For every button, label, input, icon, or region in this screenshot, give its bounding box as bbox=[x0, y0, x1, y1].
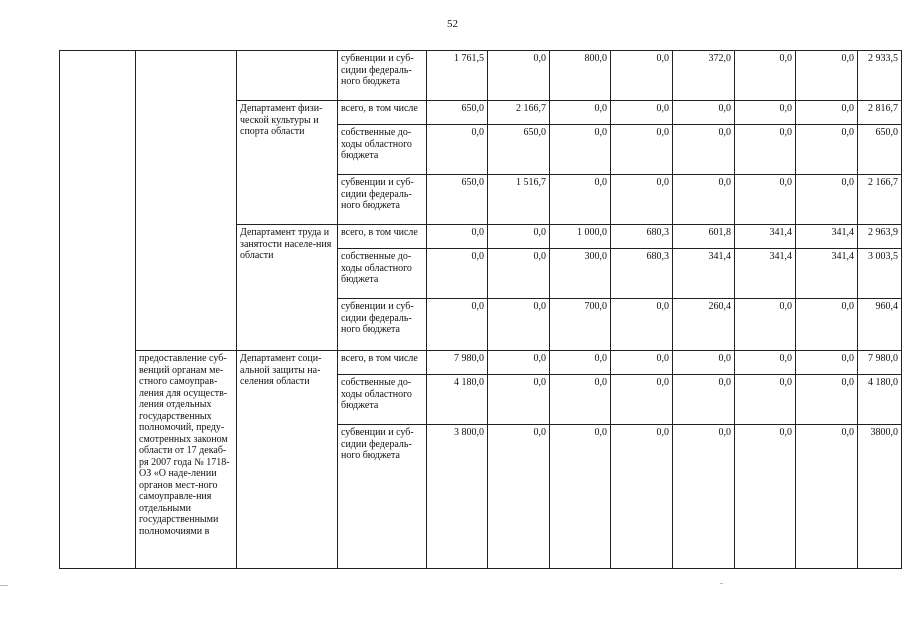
value-cell: 3 003,5 bbox=[858, 249, 902, 299]
value-cell: 0,0 bbox=[673, 425, 735, 569]
value-cell: 4 180,0 bbox=[427, 375, 488, 425]
value-cell: 0,0 bbox=[550, 425, 611, 569]
table-row bbox=[60, 51, 902, 101]
value-cell: 300,0 bbox=[550, 249, 611, 299]
value-cell: 700,0 bbox=[550, 299, 611, 351]
table-row bbox=[60, 351, 902, 375]
value-cell: 341,4 bbox=[735, 249, 796, 299]
value-cell: 0,0 bbox=[796, 351, 858, 375]
value-cell: 0,0 bbox=[735, 425, 796, 569]
value-cell: 650,0 bbox=[427, 101, 488, 125]
value-cell: 0,0 bbox=[488, 249, 550, 299]
row-label: субвенции и суб-сидии федераль-ного бюджета bbox=[338, 425, 427, 569]
value-cell: 0,0 bbox=[550, 351, 611, 375]
budget-table bbox=[59, 50, 902, 569]
page-number: 52 bbox=[447, 18, 458, 30]
value-cell: 0,0 bbox=[796, 51, 858, 101]
value-cell: 0,0 bbox=[673, 125, 735, 175]
value-cell: 3800,0 bbox=[858, 425, 902, 569]
value-cell: 0,0 bbox=[550, 375, 611, 425]
value-cell: 341,4 bbox=[735, 225, 796, 249]
value-cell: 0,0 bbox=[550, 175, 611, 225]
value-cell: 372,0 bbox=[673, 51, 735, 101]
value-cell: 680,3 bbox=[611, 225, 673, 249]
value-cell: 0,0 bbox=[611, 51, 673, 101]
row-label: субвенции и суб-сидии федераль-ного бюджета bbox=[338, 51, 427, 101]
department-labor: Департамент труда и занятости населе-ния области bbox=[237, 225, 338, 351]
value-cell: 0,0 bbox=[611, 101, 673, 125]
program-description: предоставление суб-венций органам ме-стного самоуправ-ления для осуществ-ления отдельных государственных полномочий, преду-смотренных законом области от 17 декаб-ря 2007 года № 1718-ОЗ «О наде-лении органов мест-ного самоуправле-ния отдельными государственными полномочиями в bbox=[136, 351, 237, 569]
department-cell-empty bbox=[237, 51, 338, 101]
value-cell: 0,0 bbox=[611, 375, 673, 425]
value-cell: 0,0 bbox=[673, 101, 735, 125]
value-cell: 0,0 bbox=[488, 351, 550, 375]
row-label: всего, в том числе bbox=[338, 225, 427, 249]
value-cell: 0,0 bbox=[427, 225, 488, 249]
value-cell: 0,0 bbox=[611, 351, 673, 375]
value-cell: 650,0 bbox=[427, 175, 488, 225]
program-cell-empty bbox=[136, 51, 237, 351]
value-cell: 0,0 bbox=[488, 299, 550, 351]
value-cell: 0,0 bbox=[735, 351, 796, 375]
value-cell: 2 166,7 bbox=[488, 101, 550, 125]
value-cell: 650,0 bbox=[858, 125, 902, 175]
value-cell: 0,0 bbox=[673, 175, 735, 225]
value-cell: 1 000,0 bbox=[550, 225, 611, 249]
row-label: всего, в том числе bbox=[338, 351, 427, 375]
scan-mark bbox=[720, 583, 723, 584]
value-cell: 0,0 bbox=[427, 125, 488, 175]
value-cell: 0,0 bbox=[735, 51, 796, 101]
row-label: собственные до-ходы областного бюджета bbox=[338, 125, 427, 175]
value-cell: 0,0 bbox=[673, 351, 735, 375]
value-cell: 2 933,5 bbox=[858, 51, 902, 101]
value-cell: 341,4 bbox=[796, 249, 858, 299]
value-cell: 0,0 bbox=[488, 425, 550, 569]
value-cell: 0,0 bbox=[735, 375, 796, 425]
value-cell: 0,0 bbox=[796, 175, 858, 225]
value-cell: 960,4 bbox=[858, 299, 902, 351]
value-cell: 0,0 bbox=[796, 101, 858, 125]
value-cell: 0,0 bbox=[735, 299, 796, 351]
value-cell: 3 800,0 bbox=[427, 425, 488, 569]
value-cell: 2 166,7 bbox=[858, 175, 902, 225]
blank-column-cell bbox=[60, 51, 136, 569]
row-label: собственные до-ходы областного бюджета bbox=[338, 375, 427, 425]
value-cell: 0,0 bbox=[488, 375, 550, 425]
value-cell: 0,0 bbox=[673, 375, 735, 425]
value-cell: 800,0 bbox=[550, 51, 611, 101]
value-cell: 1 516,7 bbox=[488, 175, 550, 225]
value-cell: 650,0 bbox=[488, 125, 550, 175]
row-label: собственные до-ходы областного бюджета bbox=[338, 249, 427, 299]
value-cell: 680,3 bbox=[611, 249, 673, 299]
value-cell: 601,8 bbox=[673, 225, 735, 249]
value-cell: 7 980,0 bbox=[858, 351, 902, 375]
value-cell: 0,0 bbox=[796, 375, 858, 425]
value-cell: 0,0 bbox=[796, 125, 858, 175]
value-cell: 0,0 bbox=[735, 175, 796, 225]
row-label: субвенции и суб-сидии федераль-ного бюджета bbox=[338, 175, 427, 225]
value-cell: 0,0 bbox=[735, 125, 796, 175]
row-label: всего, в том числе bbox=[338, 101, 427, 125]
value-cell: 0,0 bbox=[796, 425, 858, 569]
value-cell: 260,4 bbox=[673, 299, 735, 351]
value-cell: 0,0 bbox=[488, 51, 550, 101]
value-cell: 0,0 bbox=[611, 125, 673, 175]
value-cell: 2 963,9 bbox=[858, 225, 902, 249]
value-cell: 0,0 bbox=[550, 101, 611, 125]
row-label: субвенции и суб-сидии федераль-ного бюджета bbox=[338, 299, 427, 351]
value-cell: 0,0 bbox=[735, 101, 796, 125]
value-cell: 341,4 bbox=[796, 225, 858, 249]
value-cell: 7 980,0 bbox=[427, 351, 488, 375]
value-cell: 0,0 bbox=[611, 299, 673, 351]
value-cell: 0,0 bbox=[796, 299, 858, 351]
value-cell: 0,0 bbox=[427, 249, 488, 299]
value-cell: 0,0 bbox=[550, 125, 611, 175]
value-cell: 0,0 bbox=[427, 299, 488, 351]
value-cell: 4 180,0 bbox=[858, 375, 902, 425]
department-social: Департамент соци-альной защиты на-селения области bbox=[237, 351, 338, 569]
scan-mark bbox=[0, 585, 8, 586]
value-cell: 0,0 bbox=[488, 225, 550, 249]
value-cell: 0,0 bbox=[611, 175, 673, 225]
value-cell: 341,4 bbox=[673, 249, 735, 299]
value-cell: 1 761,5 bbox=[427, 51, 488, 101]
value-cell: 0,0 bbox=[611, 425, 673, 569]
value-cell: 2 816,7 bbox=[858, 101, 902, 125]
department-sport: Департамент физи-ческой культуры и спорта области bbox=[237, 101, 338, 225]
